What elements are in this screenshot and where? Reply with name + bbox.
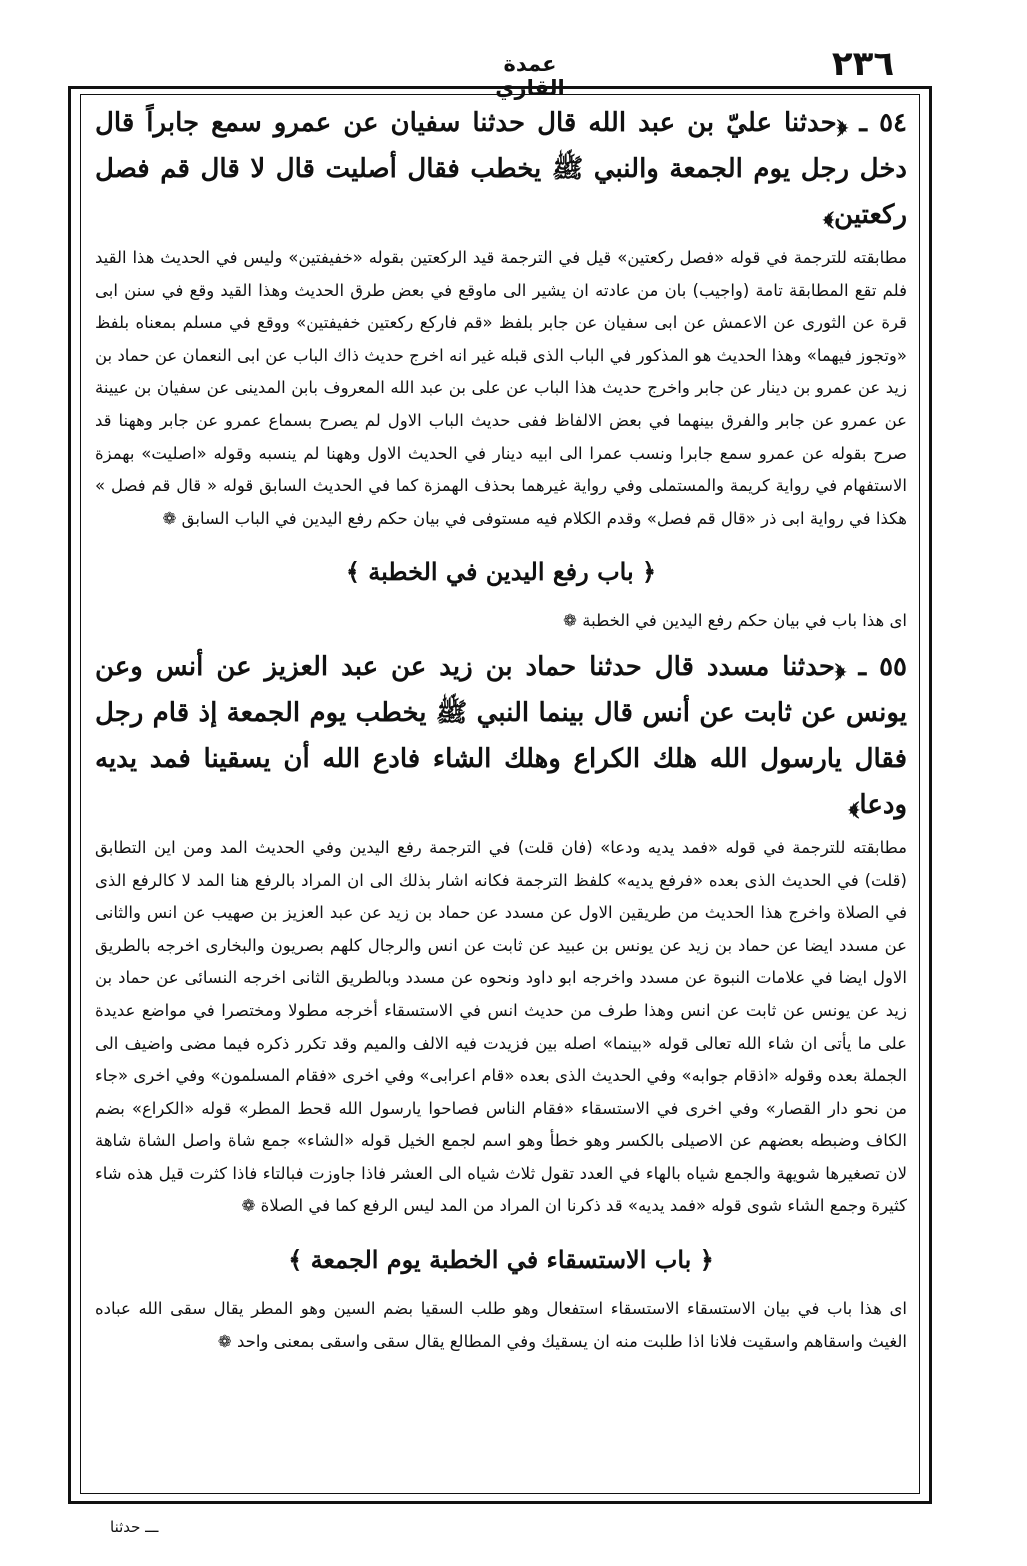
catchword: ـــ حدثنا <box>110 1518 159 1536</box>
hadith-number: ٥٤ ـ <box>859 108 907 138</box>
hadith-55 <box>95 644 907 828</box>
page-number: ٢٣٦ <box>831 44 895 84</box>
hadith-text: ﴿حدثنا مسدد قال حدثنا حماد بن زيد عن عبد العزيز عن أنس وعن يونس عن ثابت عن أنس قال بينما النبي ﷺ يخطب يوم الجمعة إذ قام رجل فقال يارسول الله هلك الكراع وهلك الشاء فادع الله أن يسقينا فمد يديه ودعا﴾ <box>95 651 907 820</box>
chapter-heading-istisqa: ﴿ باب الاستسقاء في الخطبة يوم الجمعة ﴾ <box>288 1245 714 1275</box>
chapter-heading-raising-hands: ﴿ باب رفع اليدين في الخطبة ﴾ <box>345 557 657 587</box>
running-title: عمدة القاري <box>495 52 565 100</box>
commentary-54: مطابقته للترجمة في قوله «فصل ركعتين» قيل في الترجمة قيد الركعتين بقوله «خفيفتين» وليس في الحديث هذا القيد فلم تقع المطابقة تامة (واجيب) بان من عادته ان يشير الى ماوقع في بعض طرق الحديث وهذا القيد وقع في سنن ابى قرة عن الثورى عن الاعمش عن ابى سفيان عن جابر بلفظ «قم فاركع ركعتين خفيفتين» ووقع في مسلم بمعناه بلفظ «وتجوز فيهما» وهذا الحديث هو المذكور في الباب الذى قبله غير انه اخرج حديث ذاك الباب عن ابى النعمان عن حماد بن زيد عن عمرو بن دينار عن جابر واخرج حديث هذا الباب عن على بن عبد الله المعروف بابن المدينى عن سفيان بن عيينة عن عمرو عن جابر والفرق بينهما في بعض الالفاظ ففى حديث الباب الاول لم يصرح بسماع عمرو عن جابر وههنا قد صرح بقوله عن عمرو سمع جابرا ونسب عمرا الى ابيه دينار في الحديث الاول وههنا لم ينسبه وقوله «اصليت» بهمزة الاستفهام في رواية كريمة والمستملى وفي رواية غيرهما بحذف الهمزة كما في الحديث السابق قوله « قال قم فصل » هكذا في رواية ابى ذر «قال قم فصل» وقدم الكلام فيه مستوفى في بيان حكم رفع اليدين في الباب السابق ❁ <box>95 248 907 528</box>
hadith-text: ﴿حدثنا عليّ بن عبد الله قال حدثنا سفيان عن عمرو سمع جابراً قال دخل رجل يوم الجمعة والنبي ﷺ يخطب فقال أصليت قال لا قال قم فصل ركعتين﴾ <box>95 108 907 230</box>
hadith-54 <box>95 100 907 238</box>
commentary-55: مطابقته للترجمة في قوله «فمد يديه ودعا» (فان قلت) في الترجمة رفع اليدين وفي الحديث المد ومن اين التطابق (قلت) في الحديث الذى بعده «فرفع يديه» كلفظ الترجمة فكانه اشار بذلك الى ان المراد بالرفع هنا المد لا كالرفع الذى في الصلاة واخرج هذا الحديث من طريقين الاول عن مسدد عن حماد بن زيد عن عبد العزيز بن صهيب عن انس والثانى عن مسدد ايضا عن حماد بن زيد عن يونس بن عبيد عن ثابت عن انس والرجال كلهم بصريون والبخارى اخرجه بالطريق الاول ايضا في علامات النبوة عن مسدد واخرجه ابو داود ونحوه عن مسدد وبالطريق الثانى اخرجه النسائى عن حماد بن زيد عن يونس عن ثابت عن انس وهذا طرف من حديث انس في الاستسقاء أخرجه مطولا ومختصرا في مواضع عديدة على ما يأتى ان شاء الله تعالى قوله «بينما» اصله بين فزيدت فيه الالف والميم وقد تكرر ذكره فيما مضى واضيف الى الجملة بعده وقوله «اذقام جوابه» وفي الحديث الذى بعده «قام اعرابى» وفي اخرى «فقام المسلمون» وفي اخرى «جاء من نحو دار القصار» وفي اخرى في الاستسقاء «فقام الناس فصاحوا يارسول الله قحط المطر» قوله «الكراع» بضم الكاف وضبطه بعضهم عن الاصيلى بالكسر وهو خطأ وهو اسم لجمع الخيل قوله «الشاء» جمع شاة واصل الشاة شاهة لان تصغيرها شويهة والجمع شياه بالهاء في العدد تقول ثلاث شياه الى العشر فاذا جاوزت فبالتاء فاذا كثرت قيل هذه شاء كثيرة وجمع الشاء شوى قوله «فمد يديه» قد ذكرنا ان المراد من المد ليس الرفع كما في الصلاة ❁ <box>95 837 907 1216</box>
chapter-explanation-istisqa: اى هذا باب في بيان الاستسقاء الاستسقاء استفعال وهو طلب السقيا بضم السين وهو المطر يقال سقى الله عباده الغيث واسقاهم واسقيت فلانا اذا طلبت منه ان يسقيك وفي المطالع يقال سقى واسقى بمعنى واحد ❁ <box>95 1299 907 1351</box>
hadith-number: ٥٥ ـ <box>858 651 908 682</box>
chapter-explanation-raising-hands: اى هذا باب في بيان حكم رفع اليدين في الخطبة ❁ <box>563 611 907 631</box>
page-body <box>95 100 907 1358</box>
